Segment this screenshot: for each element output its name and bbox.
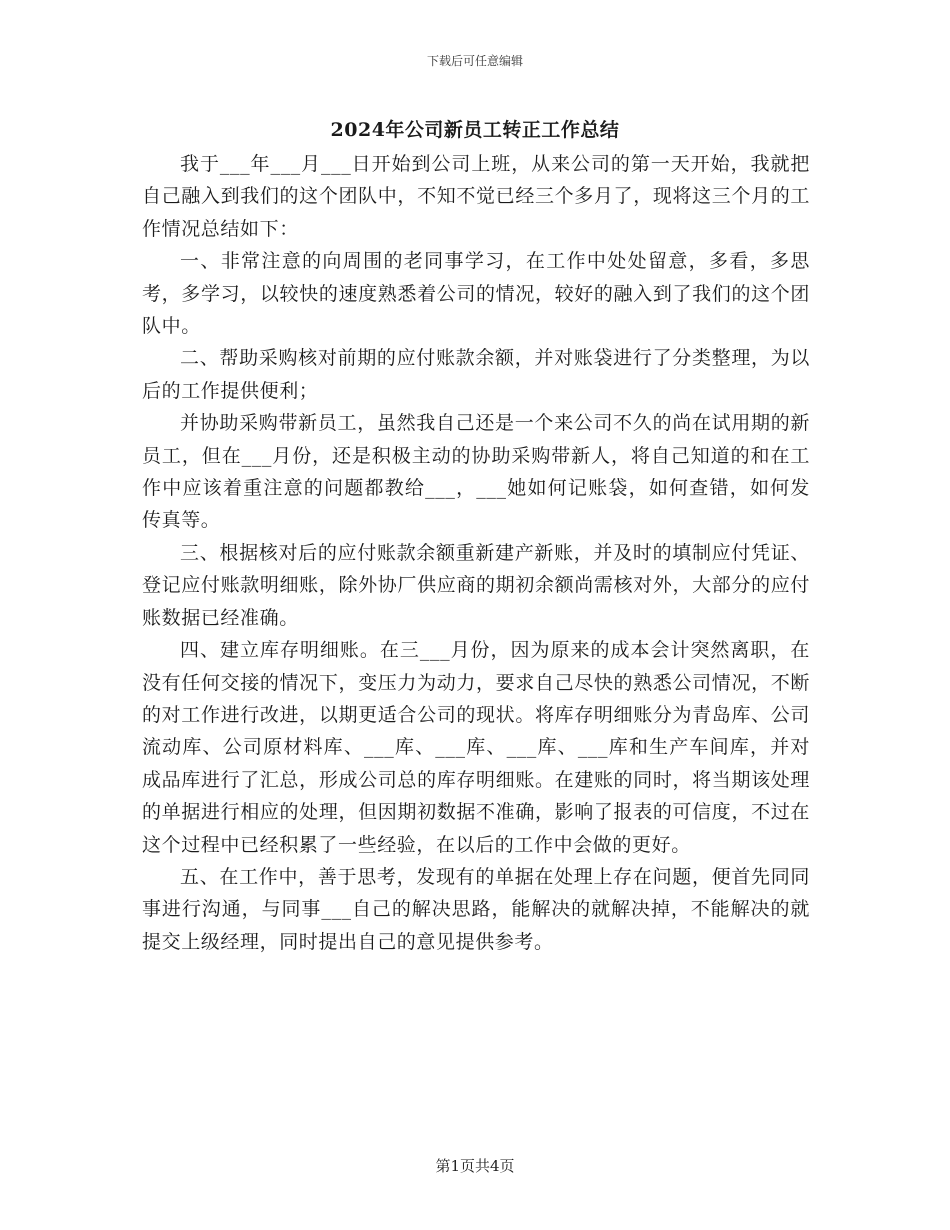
- document-body: [142, 148, 810, 958]
- paragraph-item-1: 一、非常注意的向周围的老同事学习，在工作中处处留意，多看，多思考，多学习，以较快的速度熟悉着公司的情况，较好的融入到了我们的这个团队中。: [142, 250, 810, 338]
- paragraph-item-2: 二、帮助采购核对前期的应付账款余额，并对账袋进行了分类整理，为以后的工作提供便利；: [142, 347, 810, 402]
- document-title: 2024年公司新员工转正工作总结: [330, 119, 620, 141]
- page-header: 下载后可任意编辑: [426, 54, 523, 68]
- paragraph-intro: 我于___年___月___日开始到公司上班，从来公司的第一天开始，我就把自己融入到我们的这个团队中，不知不觉已经三个多月了，现将这三个月的工作情况总结如下：: [142, 153, 810, 240]
- paragraph-item-4: 四、建立库存明细账。在三___月份，因为原来的成本会计突然离职，在没有任何交接的情况下，变压力为动力，要求自己尽快的熟悉公司情况，不断的对工作进行改进，以期更适合公司的现状。将库存明细账分为青岛库、公司流动库、公司原材料库、___库、___库、___库、___库和生产车间库，并对成品库进行了汇总，形成公司总的库存明细账。在建账的同时，将当期该处理的单据进行相应的处理，但因期初数据不准确，影响了报表的可信度，不过在这个过程中已经积累了一些经验，在以后的工作中会做的更好。: [142, 639, 810, 856]
- paragraph-item-2-cont: 并协助采购带新员工，虽然我自己还是一个来公司不久的尚在试用期的新员工，但在___月份，还是积极主动的协助采购带新人，将自己知道的和在工作中应该着重注意的问题都教给___，___她如何记账袋，如何查错，如何发传真等。: [142, 412, 810, 532]
- paragraph-item-3: 三、根据核对后的应付账款余额重新建产新账，并及时的填制应付凭证、登记应付账款明细账，除外协厂供应商的期初余额尚需核对外，大部分的应付账数据已经准确。: [142, 541, 810, 629]
- page-footer: 第1页共4页: [435, 1157, 515, 1175]
- paragraph-item-5: 五、在工作中，善于思考，发现有的单据在处理上存在问题，便首先同同事进行沟通，与同事___自己的解决思路，能解决的就解决掉，不能解决的就提交上级经理，同时提出自己的意见提供参考。: [142, 865, 810, 953]
